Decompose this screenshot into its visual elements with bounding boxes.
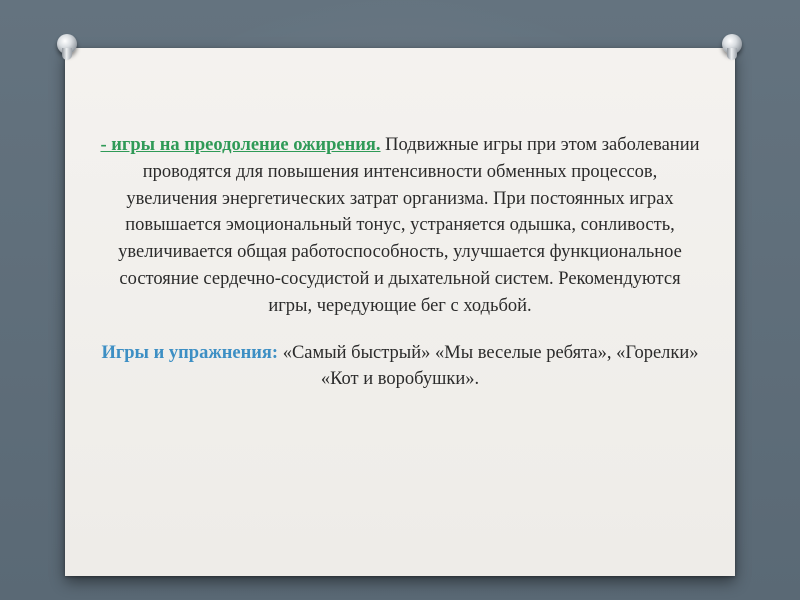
paragraph1-text: Подвижные игры при этом заболевании проводятся для повышения интенсивности обменных процессов, увеличения энергетических затрат организма. При постоянных играх повышается эмоциональный тонус, устраняется одышка, сонливость, увеличивается общая работоспособность, улучшается функциональное состояние сердечно-сосудистой и дыхательной систем. Рекомендуются игры, чередующие бег с ходьбой. xyxy=(118,135,700,316)
paragraph-obesity-games xyxy=(100,132,700,320)
paragraph-games-list xyxy=(100,340,700,394)
games-subheading: Игры и упражнения: xyxy=(101,342,279,363)
games-list-text: «Самый быстрый» «Мы веселые ребята», «Горелки» «Кот и воробушки». xyxy=(282,342,699,390)
slide-content xyxy=(100,132,700,393)
pushpin-right-icon xyxy=(722,34,742,54)
pushpin-left-icon xyxy=(57,34,77,54)
highlight-heading: - игры на преодоление ожирения. xyxy=(100,135,381,155)
